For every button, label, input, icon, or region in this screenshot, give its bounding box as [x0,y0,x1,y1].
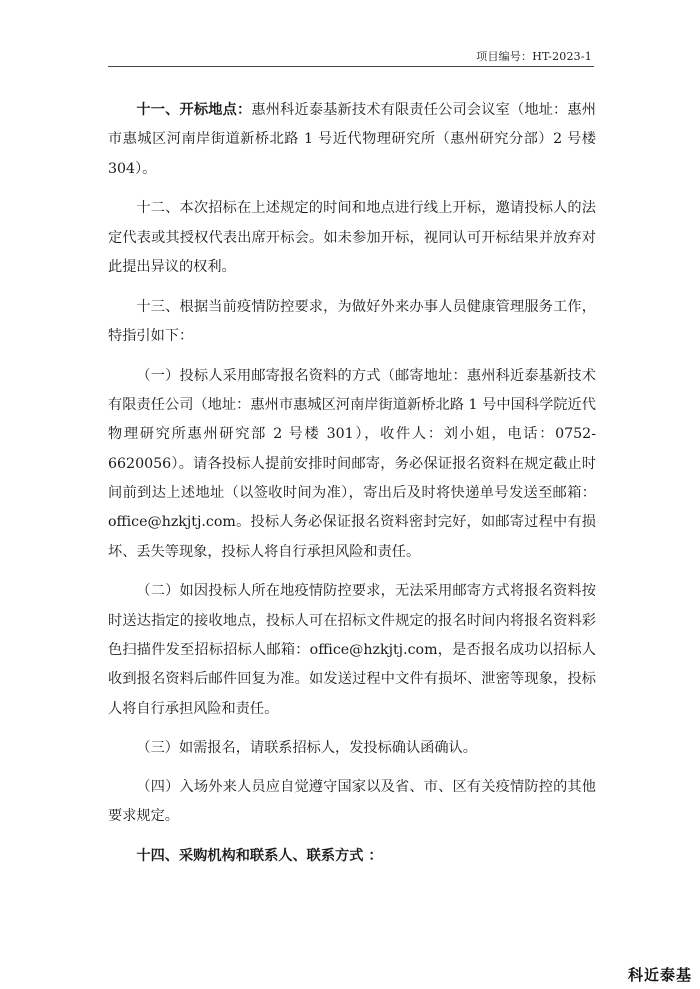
section-13-item-2: （二）如因投标人所在地疫情防控要求，无法采用邮寄方式将报名资料按时送达指定的接收地点，投标人可在招标文件规定的报名时间内将报名资料彩色扫描件发至招标招标人邮箱：office@hzkjtj.com，是否报名成功以招标人收到报名资料后邮件回复为准。如发送过程中文件有损坏、泄密等现象，投标人将自行承担风险和责任。 [108,583,596,717]
section-13-item-4: （四）入场外来人员应自觉遵守国家以及省、市、区有关疫情防控的其他要求规定。 [108,778,596,825]
section-11-text: 惠州科近泰基新技术有限责任公司会议室（地址：惠州市惠城区河南岸街道新桥北路 1 号近代物理研究所（惠州研究分部）2 号楼 304）。 [108,102,596,177]
section-12: 十二、本次招标在上述规定的时间和地点进行线上开标，邀请投标人的法定代表或其授权代表出席开标会。如未参加开标，视同认可开标结果并放弃对此提出异议的权利。 [108,200,596,275]
section-11-label: 十一、开标地点： [136,102,252,118]
header-divider [108,66,594,67]
section-14-label: 十四、采购机构和联系人、联系方式 ： [136,847,383,864]
section-13: 十三、根据当前疫情防控要求，为做好外来办事人员健康管理服务工作，特指引如下： [108,298,596,345]
section-13-item-3: （三）如需报名，请联系招标人，发投标确认函确认。 [136,740,477,757]
section-13-item-1: （一）投标人采用邮寄报名资料的方式（邮寄地址：惠州科近泰基新技术有限责任公司（地址：惠州市惠城区河南岸街道新桥北路 1 号中国科学院近代物理研究所惠州研究部 2 号楼 301），收件人：刘小姐，电话：0752-6620056）。请各投标人提前安排时间邮寄，务必保证报名资料在规定截止时间前到达上述地址（以签收时间为准），寄出后及时将快递单号发送至邮箱：office@hzkjtj.com。投标人务必保证报名资料密封完好，如邮寄过程中有损坏、丢失等现象，投标人将自行承担风险和责任。 [108,367,596,560]
section-11 [108,96,596,184]
brand-watermark: 科近泰基 [627,966,692,984]
document-body [108,96,596,882]
project-number: 项目编号：HT-2023-1 [476,50,592,63]
section-14 [108,842,596,871]
